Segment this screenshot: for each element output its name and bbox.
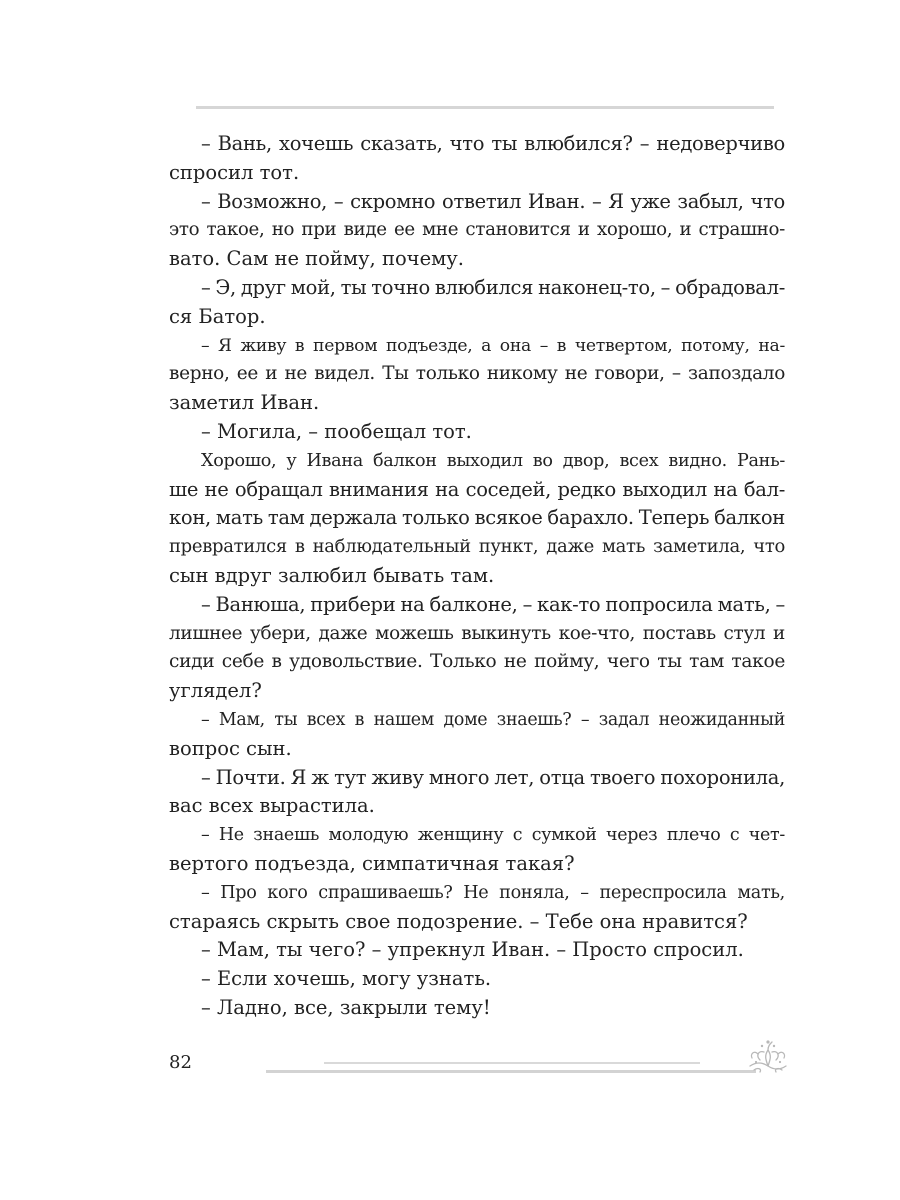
- page-number: 82: [169, 1052, 192, 1073]
- text-line: спросил тот.: [169, 160, 300, 184]
- text-line: ся Батор.: [169, 304, 266, 328]
- text-line: стараясь скрыть свое подозрение. – Тебе она нравится?: [169, 909, 748, 933]
- text-line: – Возможно, – скромно ответил Иван. – Я уже забыл, что: [201, 189, 785, 213]
- text-line: заметил Иван.: [169, 391, 320, 415]
- footer-divider-lower: [266, 1070, 756, 1073]
- text-line: – Вань, хочешь сказать, что ты влюбился? – недоверчиво: [201, 132, 785, 155]
- text-line: – Не знаешь молодую женщину с сумкой через плечо с чет-: [201, 825, 785, 846]
- text-line: это такое, но при виде ее мне становится и хорошо, и страшно-: [169, 219, 785, 241]
- header-divider: [196, 106, 774, 109]
- footer-divider-upper: [324, 1062, 700, 1064]
- text-line: превратился в наблюдательный пункт, даже мать заметила, что: [169, 536, 785, 558]
- text-line: – Ладно, все, закрыли тему!: [201, 995, 491, 1019]
- text-line: вас всех вырастила.: [169, 794, 375, 818]
- text-line: – Ванюша, прибери на балконе, – как-то попросила мать, –: [201, 592, 785, 616]
- text-line: – Про кого спрашиваешь? Не поняла, – переспросила мать,: [201, 882, 785, 903]
- text-line: сын вдруг залюбил бывать там.: [169, 563, 495, 587]
- text-line: кон, мать там держала только всякое барахло. Теперь балкон: [169, 506, 785, 530]
- floral-ornament-icon: [746, 1036, 790, 1076]
- text-line: – Э, друг мой, ты точно влюбился наконец-то, – обрадовал-: [201, 275, 785, 299]
- text-line: лишнее убери, даже можешь выкинуть кое-что, поставь стул и: [169, 622, 785, 644]
- text-line: вато. Сам не пойму, почему.: [169, 247, 464, 271]
- text-line: – Мам, ты всех в нашем доме знаешь? – задал неожиданный: [201, 709, 785, 730]
- text-line: верно, ее и не видел. Ты только никому не говори, – запоздало: [169, 363, 785, 385]
- text-line: углядел?: [169, 679, 262, 703]
- text-line: – Я живу в первом подъезде, а она – в четвертом, потому, на-: [201, 335, 785, 356]
- text-line: сиди себе в удовольствие. Только не пойму, чего ты там такое: [169, 651, 785, 673]
- text-line: – Мам, ты чего? – упрекнул Иван. – Просто спросил.: [201, 938, 744, 962]
- page-body-text: [169, 130, 785, 1023]
- text-line: – Почти. Я ж тут живу много лет, отца твоего похоронила,: [201, 765, 785, 789]
- text-line: ше не обращал внимания на соседей, редко выходил на бал-: [169, 477, 785, 501]
- text-line: – Если хочешь, могу узнать.: [201, 967, 492, 991]
- text-line: – Могила, – пообещал тот.: [201, 419, 472, 443]
- text-line: вертого подъезда, симпатичная такая?: [169, 851, 575, 875]
- text-line: Хорошо, у Ивана балкон выходил во двор, всех видно. Рань-: [201, 450, 785, 471]
- text-line: вопрос сын.: [169, 736, 292, 760]
